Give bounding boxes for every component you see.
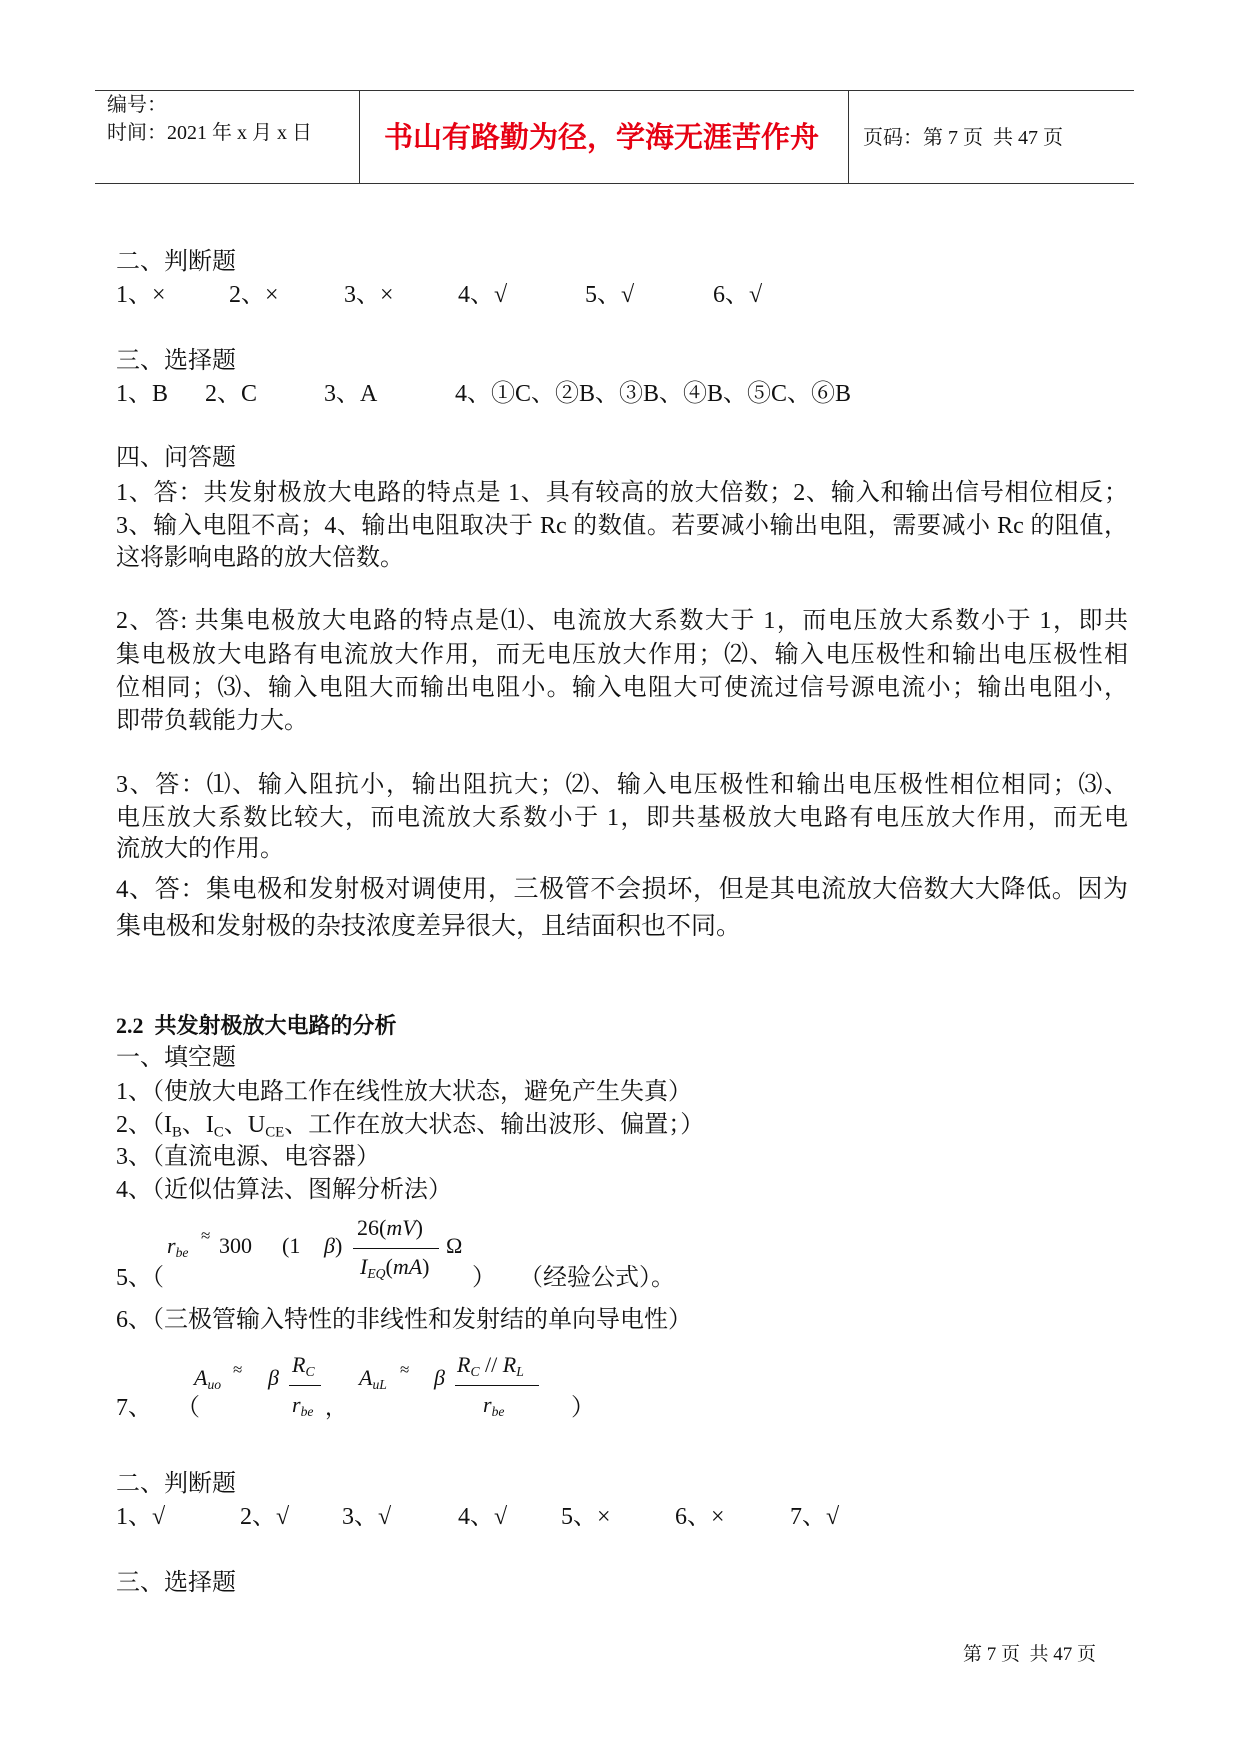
- qa-answer-line: 4、答：集电极和发射极对调使用，三极管不会损坏，但是其电流放大倍数大大降低。因为: [116, 876, 1128, 903]
- fill-open: （: [176, 1395, 200, 1421]
- fill-item-1: 1、（使放大电路工作在线性放大状态，避免产生失真）: [116, 1079, 692, 1105]
- fill-item-6: 6、（三极管输入特性的非线性和发射结的单向导电性）: [116, 1307, 692, 1333]
- separator: 、: [223, 1112, 248, 1138]
- approx-symbol: ≈: [233, 1360, 243, 1379]
- formula-variable: R: [292, 1352, 306, 1377]
- header-number-label: 编号：: [107, 94, 167, 116]
- header-rule-bottom: [95, 183, 1134, 184]
- answer-item: 3、×: [344, 282, 394, 308]
- subscript: CE: [265, 1124, 285, 1141]
- fraction-denominator: [360, 1252, 429, 1282]
- header-divider-right: [848, 90, 849, 183]
- beta-symbol: β: [268, 1365, 279, 1390]
- header-divider-left: [359, 90, 360, 183]
- symbol-i: I: [205, 1112, 214, 1138]
- qa-answer-line: 3、输入电阻不高；4、输出电阻取决于 Rc 的数值。若要减小输出电阻，需要减小 Rc 的阻值，: [116, 513, 1128, 539]
- numerator-end: ): [415, 1215, 423, 1240]
- beta-symbol: β: [324, 1233, 335, 1258]
- footer-page-number: 第 7 页 共 47 页: [963, 1644, 1097, 1665]
- answer-item: 6、×: [675, 1504, 725, 1530]
- beta-symbol: β: [434, 1365, 445, 1390]
- formula-variable: r: [292, 1392, 301, 1417]
- fraction-bar: [455, 1385, 539, 1386]
- header-page-info: 页码：第 7 页 共 47 页: [863, 127, 1063, 149]
- answer-item: 5、×: [561, 1504, 611, 1530]
- symbol-u: U: [247, 1112, 266, 1138]
- answer-item: 1、√: [116, 1504, 166, 1530]
- formula-open: (1: [282, 1233, 301, 1258]
- fill-close: ）: [571, 1395, 595, 1421]
- formula-term-auo: [194, 1363, 221, 1393]
- parallel-operator: //: [479, 1352, 503, 1377]
- symbol-i: I: [164, 1112, 172, 1138]
- answer-item: 3、√: [342, 1504, 392, 1530]
- denominator-variable: I: [360, 1254, 368, 1279]
- answer-item: 2、×: [229, 282, 279, 308]
- section-title-judgment-2: 二、判断题: [116, 1471, 236, 1497]
- qa-answer-line: 即带负载能力大。: [116, 708, 308, 734]
- answer-item: 4、①C、②B、③B、④B、⑤C、⑥B: [455, 381, 852, 407]
- formula-subscript: uL: [372, 1377, 387, 1393]
- formula-subscript: C: [470, 1364, 480, 1380]
- denominator-end: ): [422, 1254, 430, 1279]
- qa-answer-line: 流放大的作用。: [116, 836, 284, 862]
- formula-comma: ，: [325, 1395, 348, 1420]
- formula-close-paren: ): [334, 1233, 343, 1258]
- fill-note: （经验公式）。: [519, 1265, 675, 1291]
- formula-subscript: uo: [207, 1377, 222, 1393]
- denominator-open: (: [385, 1254, 393, 1279]
- answer-item: 3、A: [324, 381, 378, 407]
- section-title-choice: 三、选择题: [116, 348, 236, 374]
- answer-item: 4、√: [458, 1504, 508, 1530]
- formula-term-aul: [359, 1363, 387, 1393]
- formula-constant: 300: [219, 1233, 252, 1258]
- fraction-numerator: [292, 1350, 315, 1380]
- header-motto: 书山有路勤为径，学海无涯苦作舟: [384, 122, 820, 154]
- fraction-denominator: [292, 1390, 313, 1420]
- answer-item: 5、√: [585, 282, 635, 308]
- qa-answer-line: 这将影响电路的放大倍数。: [116, 545, 404, 571]
- numerator-value: 26(: [357, 1215, 387, 1240]
- qa-answer-line: 2、答: 共集电极放大电路的特点是⑴、电流放大系数大于 1，而电压放大系数小于 1，即共: [116, 608, 1128, 634]
- fill-text: 、工作在放大状态、输出波形、偏置；）: [284, 1112, 705, 1138]
- section-title-judgment: 二、判断题: [116, 249, 236, 275]
- fraction-bar: [353, 1248, 439, 1249]
- subscript: B: [172, 1124, 182, 1141]
- formula-subscript: C: [305, 1364, 315, 1380]
- fill-prefix: 5、（: [116, 1265, 164, 1291]
- answer-item: 2、C: [205, 381, 258, 407]
- subscript: C: [213, 1124, 224, 1141]
- qa-answer-line: 集电极和发射极的杂技浓度差异很大，且结面积也不同。: [116, 913, 742, 940]
- answer-item: 7、√: [790, 1504, 840, 1530]
- formula-variable: r: [167, 1233, 176, 1258]
- formula-subscript: L: [516, 1364, 524, 1380]
- answer-item: 2、√: [240, 1504, 290, 1530]
- fill-item-4: 4、（近似估算法、图解分析法）: [116, 1177, 452, 1203]
- formula-beta-term: [324, 1231, 342, 1261]
- fill-close: ）: [472, 1265, 496, 1291]
- formula-variable: R: [502, 1352, 517, 1377]
- formula-term-rbe: [167, 1231, 188, 1261]
- denominator-unit: mA: [392, 1254, 423, 1279]
- approx-symbol: ≈: [201, 1226, 211, 1245]
- section-title-choice-2: 三、选择题: [116, 1570, 236, 1596]
- fraction-bar: [289, 1385, 321, 1386]
- answer-item: 1、×: [116, 282, 166, 308]
- header-rule-top: [95, 90, 1134, 91]
- formula-variable: A: [359, 1365, 373, 1390]
- ohm-symbol: Ω: [446, 1233, 463, 1258]
- formula-variable: r: [483, 1392, 492, 1417]
- numerator-unit: mV: [386, 1215, 416, 1240]
- section-heading-2-2: 2.2 共发射极放大电路的分析: [116, 1013, 397, 1038]
- formula-subscript: be: [300, 1404, 314, 1420]
- qa-answer-line: 集电极放大电路有电流放大作用，而无电压放大作用；⑵、输入电压极性和输出电压极性相: [116, 642, 1128, 668]
- qa-answer-line: 位相同；⑶、输入电阻大而输出电阻小。输入电阻大可使流过信号源电流小；输出电阻小，: [116, 675, 1128, 701]
- formula-variable: R: [457, 1352, 471, 1377]
- qa-answer-line: 3、答：⑴、输入阻抗小，输出阻抗大；⑵、输入电压极性和输出电压极性相位相同；⑶、: [116, 772, 1128, 798]
- separator: 、: [181, 1112, 206, 1138]
- header-date: 时间：2021 年 x 月 x 日: [107, 122, 312, 144]
- fill-item-3: 3、（直流电源、电容器）: [116, 1144, 380, 1170]
- qa-answer-line: 1、答：共发射极放大电路的特点是 1、具有较高的放大倍数；2、输入和输出信号相位相反；: [116, 480, 1128, 506]
- answer-item: 4、√: [458, 282, 508, 308]
- approx-symbol: ≈: [400, 1360, 410, 1379]
- formula-subscript: be: [491, 1404, 505, 1420]
- section-title-fill: 一、填空题: [116, 1045, 236, 1071]
- fraction-numerator: [357, 1213, 423, 1243]
- answer-item: 6、√: [713, 282, 763, 308]
- fraction-numerator: [457, 1350, 524, 1380]
- formula-variable: A: [194, 1365, 208, 1390]
- fill-prefix: 7、: [116, 1395, 152, 1421]
- answer-item: 1、B: [116, 381, 169, 407]
- fill-item-2: [116, 1110, 704, 1140]
- formula-subscript: EQ: [367, 1266, 386, 1282]
- formula-subscript: be: [175, 1245, 189, 1261]
- fraction-denominator: [483, 1390, 504, 1420]
- section-title-qa: 四、问答题: [116, 445, 236, 471]
- qa-answer-line: 电压放大系数比较大，而电流放大系数小于 1，即共基极放大电路有电压放大作用，而无电: [116, 805, 1128, 831]
- fill-text: 2、（: [116, 1112, 164, 1138]
